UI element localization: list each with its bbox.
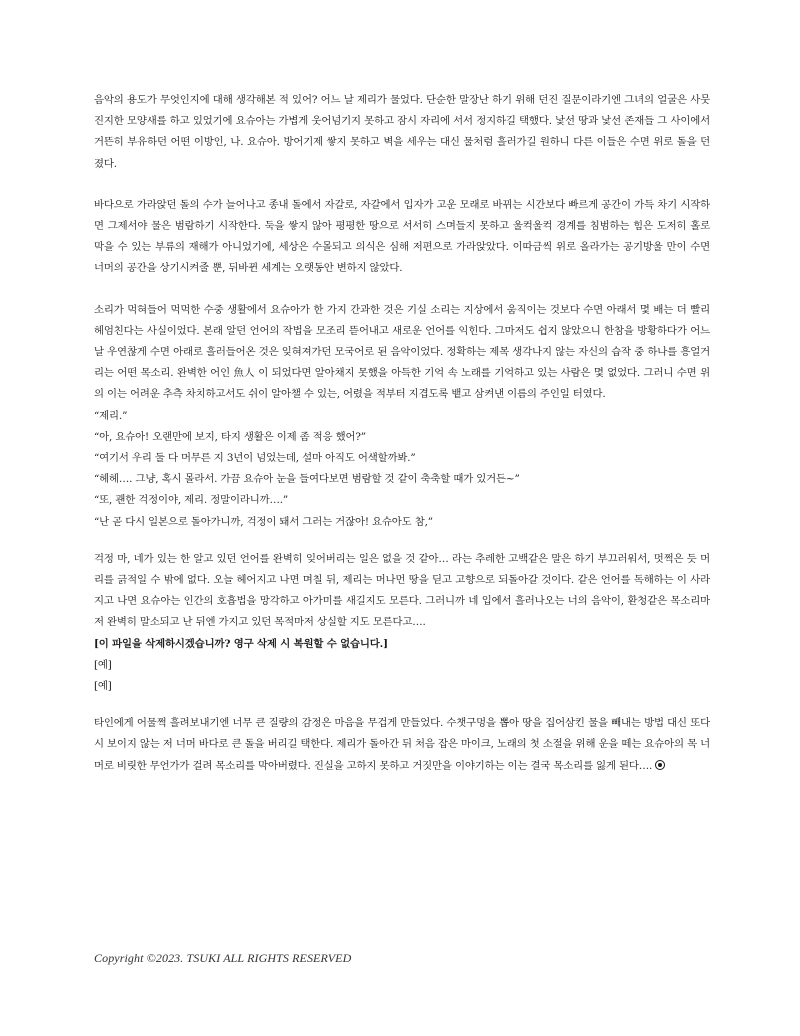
delete-prompt-text: [이 파일을 삭제하시겠습니까? 영구 삭제 시 복원할 수 없습니다.] [94, 637, 388, 650]
circled-dot-icon [655, 760, 665, 770]
answer-yes-1: [예] [94, 658, 112, 671]
dialogue-line-4: “헤헤…. 그냥, 혹시 몰라서. 가끔 요슈아 눈을 들여다보면 범람할 것 같이 축축할 때가 있거든~” [94, 473, 520, 486]
paragraph-5-text: 타인에게 어물쩍 흘려보내기엔 너무 큰 질량의 감정은 마음을 무겁게 만들었다. 수챗구멍을 뽑아 땅을 집어삼킨 물을 빼내는 방법 대신 또다시 보이지 않는 저 너머 바다로 큰 돌을 버리길 택한다. 제리가 돌아간 뒤 처음 잡은 마이크, 노래의 첫 소절을 위해 운을 떼는 요슈아의 목 너머로 비릿한 무언가가 걸려 목소리를 막아버렸다. 진실을 고하지 못하고 거짓만을 이야기하는 이는 결국 목소리를 잃게 된다…. [94, 717, 710, 772]
answer-yes-2: [예] [94, 680, 112, 693]
document-body [94, 90, 710, 777]
paragraph-5 [94, 713, 710, 777]
dialogue-line-6: “난 곧 다시 일본으로 돌아가니까, 걱정이 돼서 그러는 거잖아! 요슈아도 참,” [94, 515, 433, 528]
dialogue-line-2: “아, 요슈아! 오랜만에 보지, 타지 생활은 이제 좀 적응 했어?” [94, 430, 366, 443]
dialogue-line-3: “여기서 우리 둘 다 머무른 지 3년이 넘었는데, 설마 아직도 어색할까봐.” [94, 452, 416, 465]
copyright-footer: Copyright ©2023. TSUKI ALL RIGHTS RESERVED [94, 951, 352, 965]
dialogue-line-1: “제리.” [94, 409, 128, 422]
paragraph-4: 걱정 마, 네가 있는 한 알고 있던 언어를 완벽히 잊어버리는 일은 없을 것 같아… 라는 추레한 고백같은 말은 하기 부끄러워서, 멋쩍은 듯 머리를 긁적일 수 밖에 없다. 오늘 헤어지고 나면 며칠 뒤, 제리는 머나먼 땅을 딛고 고향으로 되돌아갈 것이다. 같은 언어를 독해하는 이 사라지고 나면 요슈아는 인간의 호흡법을 망각하고 아가미를 새길지도 모른다. 그러니까 네 입에서 흘러나오는 너의 음악이, 환청같은 목소리마저 완벽히 말소되고 난 뒤엔 가지고 있던 목적마저 상실할 지도 모른다고…. [94, 552, 710, 629]
paragraph-3: 소리가 먹혀들어 먹먹한 수중 생활에서 요슈아가 한 가지 간과한 것은 기실 소리는 지상에서 움직이는 것보다 수면 아래서 몇 배는 더 빨리 헤엄친다는 사실이었다. 본래 알던 언어의 작법을 모조리 뜯어내고 새로운 언어를 익힌다. 그마저도 쉽지 않았으니 한참을 방황하다가 어느 날 우연찮게 수면 아래로 흘러들어온 것은 잊혀져가던 모국어로 된 음악이었다. 정확하는 제목 생각나지 않는 자신의 습작 중 하나를 흥얼거리는 어떤 목소리. 완벽한 어인 魚人 이 되었다면 알아채지 못했을 아득한 기억 속 노래를 기억하고 있는 사람은 몇 없었다. 그러니 수면 위의 이는 어려운 추측 차치하고서도 쉬이 알아챌 수 있는, 어렸을 적부터 지겹도록 뱉고 삼켜낸 이름의 주인일 터였다. [94, 303, 710, 401]
dialogue-line-5: “또, 괜한 걱정이야, 제리. 정말이라니까….” [94, 494, 289, 507]
paragraph-2: 바다으로 가라앉던 돌의 수가 늘어나고 종내 돌에서 자갈로, 자갈에서 입자가 고운 모래로 바뀌는 시간보다 빠르게 공간이 가득 차기 시작하면 그제서야 물은 범람하기 시작한다. 둑을 쌓지 않아 평평한 땅으로 서서히 스며들지 못하고 울컥울컥 경계를 침범하는 힘은 도저히 홀로 막을 수 있는 부류의 재해가 아니었기에, 세상은 수몰되고 의식은 심해 저편으로 가라앉았다. 이따금씩 위로 올라가는 공기방울 만이 수면 너머의 공간을 상기시켜줄 뿐, 뒤바뀐 세계는 오랫동안 변하지 않았다. [94, 198, 710, 275]
paragraph-1: 음악의 용도가 무엇인지에 대해 생각해본 적 있어? 어느 날 제리가 물었다. 단순한 말장난 하기 위해 던진 질문이라기엔 그녀의 얼굴은 사뭇 진지한 모양새를 하고 있었기에 요슈아는 가볍게 웃어넘기지 못하고 잠시 자리에 서서 정지하길 택했다. 낯선 땅과 낯선 존재들 그 사이에서 거뜬히 부유하던 어떤 이방인, 나. 요슈아. 방어기제 쌓지 못하고 벽을 세우는 대신 물처럼 흘러가길 원하니 다른 이들은 수면 위로 돌을 던졌다. [94, 94, 710, 170]
